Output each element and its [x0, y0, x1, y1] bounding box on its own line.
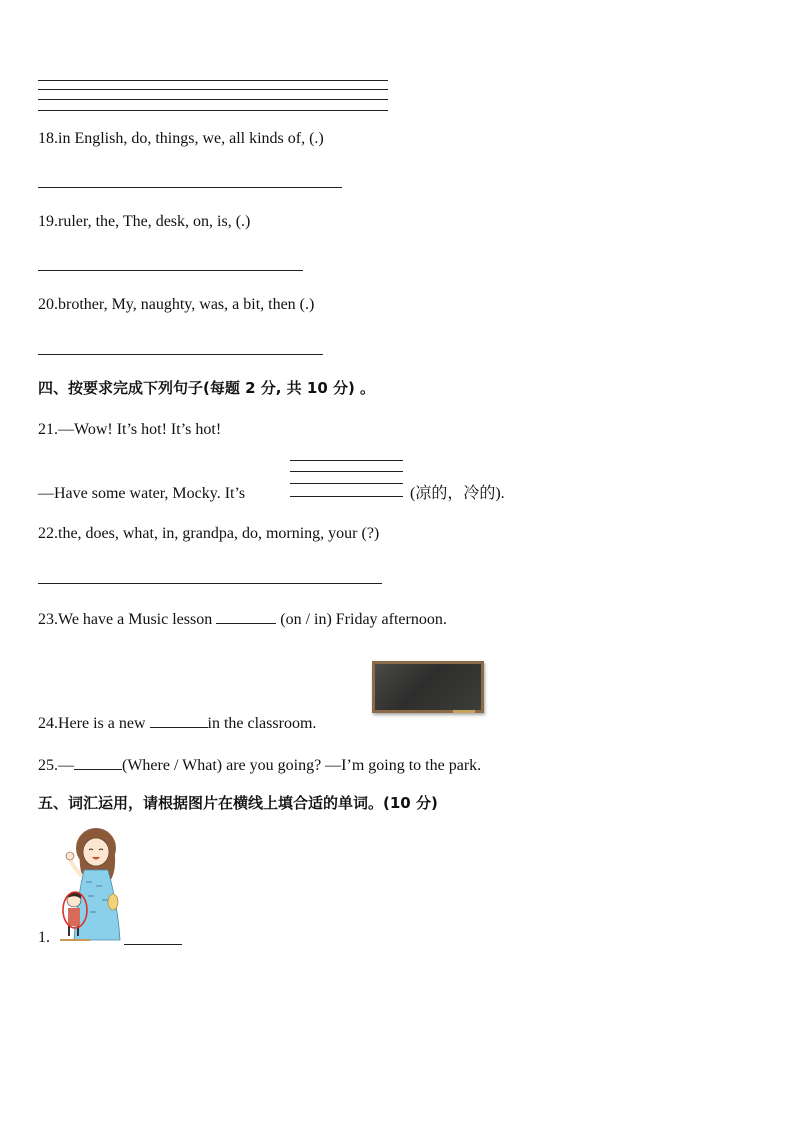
answer-line-21b[interactable] — [290, 471, 403, 472]
vocab-item-1 — [38, 928, 50, 948]
question-20 — [38, 295, 314, 315]
answer-line-20[interactable] — [38, 354, 323, 355]
answer-line[interactable] — [38, 99, 388, 100]
answer-line-21a[interactable] — [290, 460, 403, 461]
section-5-title: 五、词汇运用，请根据图片在横线上填合适的单词。(10 分) — [38, 794, 438, 812]
answer-line-21d[interactable] — [290, 496, 403, 497]
answer-line[interactable] — [38, 80, 388, 81]
question-text: We have a Music lesson — [58, 611, 213, 628]
question-text: — — [58, 757, 74, 774]
question-23 — [38, 607, 447, 630]
question-18 — [38, 129, 324, 149]
blackboard-image — [372, 661, 484, 713]
question-text: the, does, what, in, grandpa, do, morning, your (?) — [58, 525, 380, 542]
question-text: in English, do, things, we, all kinds of, (.) — [58, 130, 324, 147]
bag — [108, 894, 118, 910]
question-text: (Where / What) are you going? —I’m going to the park. — [122, 757, 482, 774]
blank-25[interactable] — [74, 753, 122, 770]
question-text: ruler, the, The, desk, on, is, (.) — [58, 213, 251, 230]
question-21-line2 — [38, 484, 245, 504]
question-number: 25. — [38, 757, 58, 774]
question-19 — [38, 212, 250, 232]
question-number: 21. — [38, 421, 58, 438]
answer-line[interactable] — [38, 89, 388, 90]
item-number: 1. — [38, 929, 50, 946]
question-text: —Wow! It’s hot! It’s hot! — [58, 421, 222, 438]
question-number: 20. — [38, 296, 58, 313]
answer-line-22[interactable] — [38, 583, 382, 584]
answer-line-18[interactable] — [38, 187, 342, 188]
question-text: in the classroom. — [207, 715, 317, 732]
chalk-tray — [453, 710, 475, 713]
question-22 — [38, 524, 379, 544]
child-body — [68, 908, 80, 926]
question-21-hint: (凉的，冷的). — [410, 485, 505, 502]
answer-line-21c[interactable] — [290, 483, 403, 484]
answer-line-vocab-1[interactable] — [124, 944, 182, 945]
teacher-hand — [66, 852, 74, 860]
question-number: 24. — [38, 715, 58, 732]
question-21-line1 — [38, 420, 221, 440]
question-number: 23. — [38, 611, 58, 628]
question-number: 18. — [38, 130, 58, 147]
blank-23[interactable] — [216, 607, 276, 624]
question-number: 19. — [38, 213, 58, 230]
question-text: —Have some water, Mocky. It’s — [38, 485, 246, 502]
blank-24[interactable] — [150, 711, 208, 728]
question-text: (on / in) Friday afternoon. — [280, 611, 447, 628]
teacher-face — [83, 838, 109, 866]
teacher-child-illustration — [58, 826, 124, 942]
answer-line-19[interactable] — [38, 270, 303, 271]
question-25 — [38, 753, 481, 776]
section-4-title: 四、按要求完成下列句子(每题 2 分, 共 10 分) 。 — [38, 379, 376, 397]
question-number: 22. — [38, 525, 58, 542]
question-text: Here is a new — [58, 715, 146, 732]
question-24 — [38, 711, 316, 734]
question-text: brother, My, naughty, was, a bit, then (.) — [58, 296, 315, 313]
answer-line[interactable] — [38, 110, 388, 111]
